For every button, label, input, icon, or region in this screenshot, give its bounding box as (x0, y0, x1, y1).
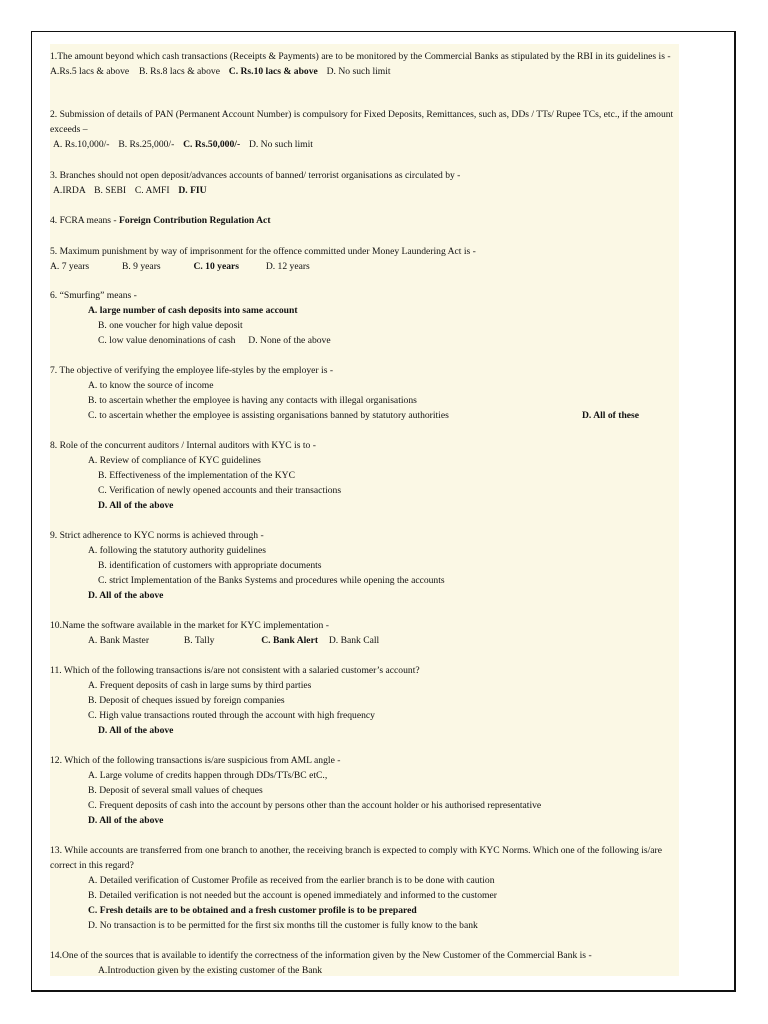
question-14 (50, 948, 679, 978)
option-a: A. Large volume of credits happen through DDs/TTs/BC etC., (88, 770, 328, 781)
option-b: B. one voucher for high value deposit (98, 320, 243, 331)
option-c: C. High value transactions routed through the account with high frequency (88, 710, 375, 721)
option-a: A. following the statutory authority guidelines (88, 545, 266, 556)
question-10-stem: 10.Name the software available in the market for KYC implementation - (50, 620, 329, 631)
option-c: C. to ascertain whether the employee is assisting organisations banned by statutory authorities (88, 410, 449, 421)
question-1 (50, 49, 679, 79)
question-7 (50, 363, 679, 423)
option-d: D. No such limit (248, 139, 313, 150)
option-d-answer: D. All of the above (88, 590, 164, 601)
question-4-stem: 4. FCRA means - (50, 215, 117, 226)
question-2 (50, 107, 679, 152)
option-b: B. SEBI (94, 185, 127, 196)
option-c: C. AMFI (134, 185, 170, 196)
option-c: C. strict Implementation of the Banks Systems and procedures while opening the accounts (98, 575, 445, 586)
option-b: B. 9 years (121, 261, 161, 272)
question-6-stem: 6. “Smurfing” means - (50, 290, 137, 301)
option-b: B. Rs.25,000/- (118, 139, 175, 150)
option-a: A. 7 years (50, 261, 90, 272)
question-3 (50, 168, 679, 198)
option-a: A. Bank Master (88, 635, 150, 646)
option-d: D. 12 years (265, 261, 310, 272)
question-5-stem: 5. Maximum punishment by way of imprisonment for the offence committed under Money Laundering Act is - (50, 246, 476, 257)
question-3-stem: 3. Branches should not open deposit/advances accounts of banned/ terrorist organisations as circulated by - (50, 170, 461, 181)
question-sheet (50, 44, 679, 976)
option-d-answer: D. All of the above (98, 725, 174, 736)
question-6 (50, 288, 679, 348)
option-b: B. Effectiveness of the implementation of the KYC (98, 470, 295, 481)
option-a-answer: A. large number of cash deposits into same account (88, 305, 298, 316)
option-c-answer: C. Rs.50,000/- (183, 139, 241, 150)
question-12-stem: 12. Which of the following transactions is/are suspicious from AML angle - (50, 755, 341, 766)
option-b: B. to ascertain whether the employee is having any contacts with illegal organisations (88, 395, 417, 406)
option-a: A. Detailed verification of Customer Profile as received from the earlier branch is to be done with caution (88, 875, 495, 886)
question-1-stem: 1.The amount beyond which cash transactions (Receipts & Payments) are to be monitored by the Commercial Banks as stipulated by the RBI in its guidelines is - (50, 51, 671, 62)
option-d: D. No transaction is to be permitted for the first six months till the customer is fully know to the bank (88, 920, 478, 931)
option-c: C. Verification of newly opened accounts and their transactions (98, 485, 342, 496)
option-c: C. low value denominations of cash (98, 335, 236, 346)
question-13 (50, 843, 679, 933)
option-c-answer: C. Bank Alert (261, 635, 319, 646)
option-a: A. Review of compliance of KYC guidelines (88, 455, 261, 466)
option-d: D. No such limit (326, 66, 391, 77)
option-d-answer: D. All of the above (88, 815, 164, 826)
option-a: A. Frequent deposits of cash in large sums by third parties (88, 680, 312, 691)
question-11-stem: 11. Which of the following transactions is/are not consistent with a salaried customer’s account? (50, 665, 420, 676)
option-a: A.IRDA (53, 185, 86, 196)
option-c-answer: C. 10 years (193, 261, 239, 272)
option-b: B. identification of customers with appropriate documents (98, 560, 322, 571)
answer: Foreign Contribution Regulation Act (119, 215, 271, 226)
option-a: A.Rs.5 lacs & above (50, 66, 130, 77)
option-b: B. Tally (183, 635, 215, 646)
option-a: A. Rs.10,000/- (53, 139, 110, 150)
question-10 (50, 618, 679, 648)
option-a: A. to know the source of income (88, 380, 214, 391)
question-7-stem: 7. The objective of verifying the employee life-styles by the employer is - (50, 365, 334, 376)
option-d-answer: D. All of the above (98, 500, 174, 511)
question-8-stem: 8. Role of the concurrent auditors / Internal auditors with KYC is to - (50, 440, 316, 451)
option-b: B. Deposit of cheques issued by foreign companies (88, 695, 285, 706)
question-14-stem: 14.One of the sources that is available to identify the correctness of the information given by the New Customer of the Commercial Bank is - (50, 950, 592, 961)
option-d: D. Bank Call (328, 635, 380, 646)
question-9-stem: 9. Strict adherence to KYC norms is achieved through - (50, 530, 264, 541)
question-9 (50, 528, 679, 603)
question-4 (50, 213, 679, 228)
question-12 (50, 753, 679, 828)
question-13-stem: 13. While accounts are transferred from one branch to another, the receiving branch is expected to comply with KYC Norms. Which one of the following is/are correct in this regard? (50, 845, 662, 871)
option-d-answer: D. All of these (582, 410, 640, 421)
option-d-answer: D. FIU (178, 185, 207, 196)
option-b: B. Rs.8 lacs & above (138, 66, 220, 77)
option-a: A.Introduction given by the existing customer of the Bank (98, 965, 323, 976)
option-b: B. Detailed verification is not needed but the account is opened immediately and informed to the customer (88, 890, 497, 901)
option-d: D. None of the above (248, 335, 331, 346)
question-5 (50, 244, 679, 274)
option-c-answer: C. Rs.10 lacs & above (228, 66, 318, 77)
question-2-stem: 2. Submission of details of PAN (Permanent Account Number) is compulsory for Fixed Deposits, Remittances, such as, DDs / TTs/ Rupee TCs, etc., if the amount exceeds – (50, 109, 674, 135)
question-8 (50, 438, 679, 513)
option-b: B. Deposit of several small values of cheques (88, 785, 263, 796)
option-c: C. Frequent deposits of cash into the account by persons other than the account holder or his authorised representative (88, 800, 542, 811)
option-c-answer: C. Fresh details are to be obtained and a fresh customer profile is to be prepared (88, 905, 417, 916)
question-11 (50, 663, 679, 738)
